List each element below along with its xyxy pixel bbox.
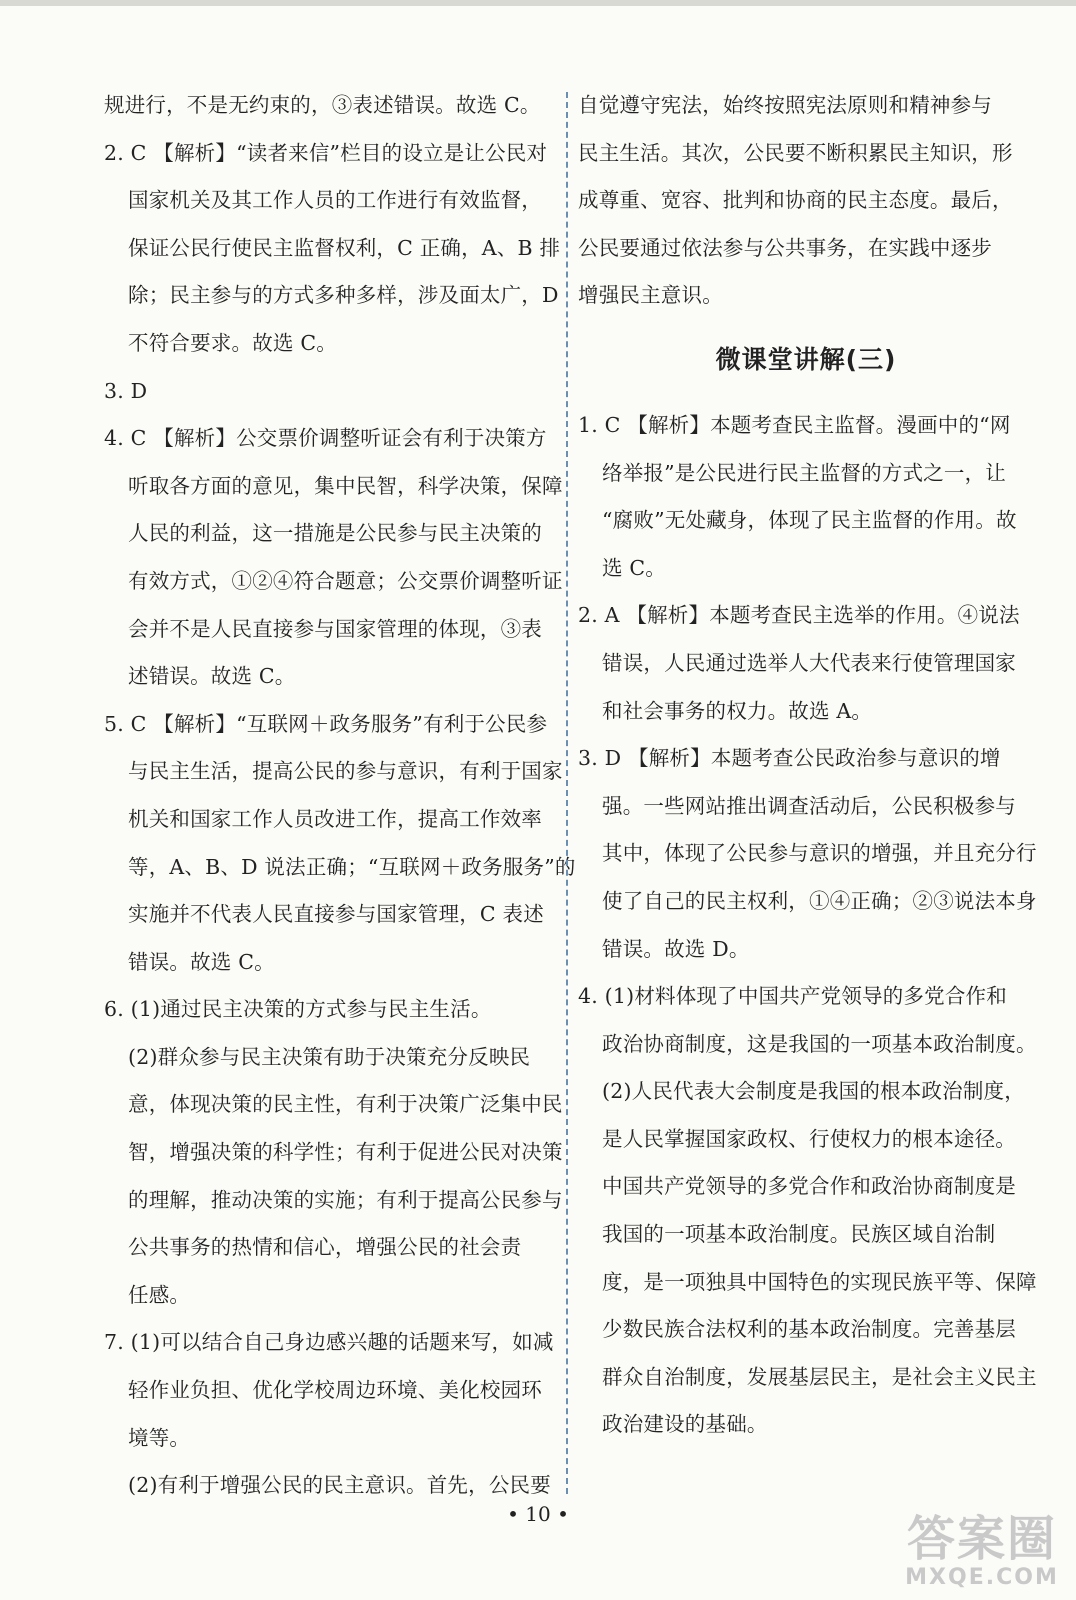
left-line: 意，体现决策的民主性，有利于决策广泛集中民: [128, 1092, 563, 1117]
right-line: 4. (1)材料体现了中国共产党领导的多党合作和: [578, 984, 1007, 1009]
left-column: [104, 82, 576, 1510]
left-line: 4. C 【解析】公交票价调整听证会有利于决策方: [104, 426, 547, 451]
right-line: 3. D 【解析】本题考查公民政治参与意识的增: [578, 746, 1001, 771]
left-line: 国家机关及其工作人员的工作进行有效监督，: [128, 188, 542, 213]
left-line: 3. D: [104, 378, 148, 403]
right-line: 1. C 【解析】本题考查民主监督。漫画中的“网: [578, 412, 1011, 437]
right-line: 自觉遵守宪法，始终按照宪法原则和精神参与: [578, 93, 992, 117]
right-line: 成尊重、宽容、批判和协商的民主态度。最后，: [578, 188, 1013, 213]
left-line: 智，增强决策的科学性；有利于促进公民对决策: [128, 1140, 563, 1165]
left-line: 7. (1)可以结合自己身边感兴趣的话题来写，如减: [104, 1330, 554, 1355]
watermark-main-text: 答案圈: [906, 1511, 1057, 1567]
right-line: 公民要通过依法参与公共事务，在实践中逐步: [578, 235, 992, 260]
right-line: 政治协商制度，这是我国的一项基本政治制度。: [602, 1031, 1037, 1056]
right-line: 少数民族合法权利的基本政治制度。完善基层: [602, 1317, 1016, 1342]
right-line: 使了自己的民主权利，①④正确；②③说法本身: [602, 888, 1037, 913]
left-line: (2)有利于增强公民的民主意识。首先，公民要: [128, 1473, 551, 1498]
left-line: 听取各方面的意见，集中民智，科学决策，保障: [128, 473, 563, 498]
right-line: 群众自治制度，发展基层民主，是社会主义民主: [602, 1364, 1037, 1389]
right-line: 络举报”是公民进行民主监督的方式之一，让: [602, 460, 1006, 485]
page-number: • 10 •: [507, 1502, 569, 1526]
right-column: [578, 82, 1037, 1449]
left-line: 规进行，不是无约束的，③表述错误。故选 C。: [104, 93, 541, 117]
right-line: 其中，体现了公民参与意识的增强，并且充分行: [602, 841, 1037, 866]
right-line: 民主生活。其次，公民要不断积累民主知识，形: [578, 140, 1013, 165]
left-line: 任感。: [128, 1282, 191, 1307]
left-line: 机关和国家工作人员改进工作，提高工作效率: [128, 806, 542, 831]
left-line: 公共事务的热情和信心，增强公民的社会责: [128, 1235, 522, 1260]
left-line: 述错误。故选 C。: [128, 664, 296, 689]
section-heading: 微课堂讲解(三): [715, 344, 897, 374]
left-line: 除；民主参与的方式多种多样，涉及面太广，D: [128, 283, 559, 308]
left-line: 2. C 【解析】“读者来信”栏目的设立是让公民对: [104, 140, 548, 165]
right-line: 政治建设的基础。: [602, 1412, 768, 1437]
left-line: 保证公民行使民主监督权利，C 正确，A、B 排: [128, 235, 561, 260]
right-line: 增强民主意识。: [578, 283, 723, 308]
right-line: 错误，人民通过选举人大代表来行使管理国家: [602, 650, 1016, 675]
right-line: 错误。故选 D。: [602, 936, 750, 961]
page-top-edge: [0, 0, 1076, 6]
left-line: 有效方式，①②④符合题意；公交票价调整听证: [128, 568, 563, 593]
right-line: 中国共产党领导的多党合作和政治协商制度是: [602, 1174, 1016, 1199]
right-line: 是人民掌握国家政权、行使权力的根本途径。: [602, 1126, 1016, 1151]
left-line: 境等。: [128, 1425, 191, 1450]
left-line: 会并不是人民直接参与国家管理的体现，③表: [128, 616, 542, 641]
right-line: (2)人民代表大会制度是我国的根本政治制度，: [602, 1079, 1025, 1104]
right-line: 我国的一项基本政治制度。民族区域自治制: [602, 1222, 996, 1247]
left-line: 的理解，推动决策的实施；有利于提高公民参与: [128, 1187, 563, 1212]
left-line: 轻作业负担、优化学校周边环境、美化校园环: [128, 1378, 542, 1403]
right-line: 2. A 【解析】本题考查民主选举的作用。④说法: [578, 603, 1020, 628]
right-line: 和社会事务的权力。故选 A。: [602, 698, 873, 723]
watermark-sub-text: MXQE.COM: [905, 1565, 1059, 1590]
right-line: 强。一些网站推出调查活动后，公民积极参与: [602, 793, 1016, 818]
right-line: 度，是一项独具中国特色的实现民族平等、保障: [602, 1269, 1037, 1294]
left-line: 实施并不代表人民直接参与国家管理，C 表述: [128, 902, 544, 927]
left-line: 不符合要求。故选 C。: [128, 330, 337, 355]
left-line: 人民的利益，这一措施是公民参与民主决策的: [128, 521, 542, 546]
right-line: “腐败”无处藏身，体现了民主监督的作用。故: [602, 508, 1017, 533]
left-line: 错误。故选 C。: [128, 949, 275, 974]
left-line: 等，A、B、D 说法正确；“互联网＋政务服务”的: [128, 854, 576, 879]
column-divider: [566, 92, 568, 1494]
watermark-logo: [898, 1512, 1066, 1596]
left-line: 6. (1)通过民主决策的方式参与民主生活。: [104, 997, 492, 1022]
right-line: 选 C。: [602, 555, 667, 580]
left-line: (2)群众参与民主决策有助于决策充分反映民: [128, 1044, 531, 1069]
left-line: 与民主生活，提高公民的参与意识，有利于国家: [128, 759, 563, 784]
left-line: 5. C 【解析】“互联网＋政务服务”有利于公民参: [104, 711, 548, 736]
